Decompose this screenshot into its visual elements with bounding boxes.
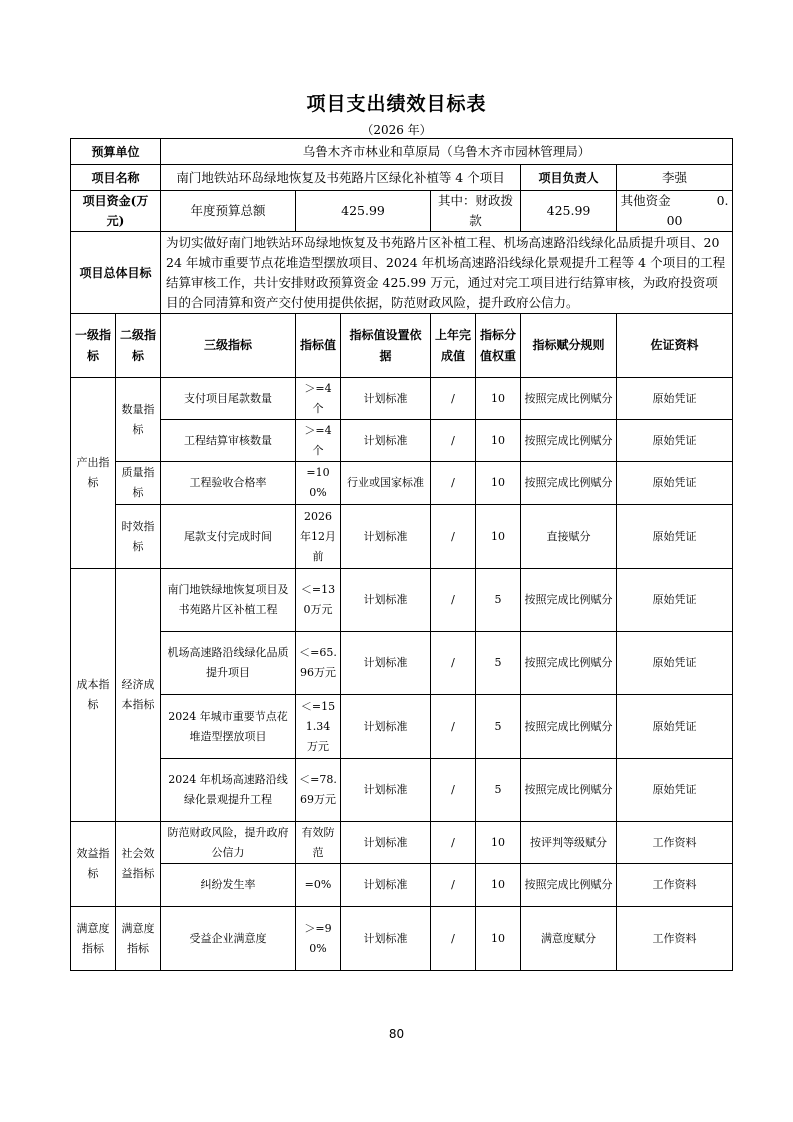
row-basis: 计划标准 bbox=[341, 864, 431, 907]
row-weight: 10 bbox=[476, 420, 521, 462]
fiscal-label: 其中：财政拨款 bbox=[431, 191, 521, 232]
row-name: 支付项目尾款数量 bbox=[161, 378, 296, 420]
row-rule: 按照完成比例赋分 bbox=[521, 632, 617, 695]
row-weight: 5 bbox=[476, 759, 521, 822]
row-evidence: 原始凭证 bbox=[617, 632, 733, 695]
row-evidence: 工作资料 bbox=[617, 822, 733, 864]
row-rule: 直接赋分 bbox=[521, 505, 617, 569]
row-evidence: 原始凭证 bbox=[617, 569, 733, 632]
performance-table bbox=[70, 138, 733, 971]
manager-label: 项目负责人 bbox=[521, 165, 617, 191]
row-name: 纠纷发生率 bbox=[161, 864, 296, 907]
row-value: ＜=130万元 bbox=[296, 569, 341, 632]
fiscal-value: 425.99 bbox=[521, 191, 617, 232]
row-name: 南门地铁绿地恢复项目及书苑路片区补植工程 bbox=[161, 569, 296, 632]
row-name: 尾款支付完成时间 bbox=[161, 505, 296, 569]
budget-unit-value: 乌鲁木齐市林业和草原局（乌鲁木齐市园林管理局） bbox=[161, 139, 733, 165]
row-value: 有效防范 bbox=[296, 822, 341, 864]
row-basis: 计划标准 bbox=[341, 759, 431, 822]
funds-row bbox=[71, 191, 733, 232]
project-name-label: 项目名称 bbox=[71, 165, 161, 191]
row-basis: 计划标准 bbox=[341, 632, 431, 695]
row-evidence: 原始凭证 bbox=[617, 505, 733, 569]
row-name: 工程验收合格率 bbox=[161, 462, 296, 505]
row-name: 2024 年城市重要节点花堆造型摆放项目 bbox=[161, 695, 296, 759]
year-label: （2026 年） bbox=[361, 123, 432, 137]
group-cost: 成本指标 bbox=[71, 569, 116, 822]
table-row bbox=[71, 632, 733, 695]
header-rule: 指标赋分规则 bbox=[521, 314, 617, 378]
annual-total-label: 年度预算总额 bbox=[161, 191, 296, 232]
row-name: 2024 年机场高速路沿线绿化景观提升工程 bbox=[161, 759, 296, 822]
row-rule: 按照完成比例赋分 bbox=[521, 378, 617, 420]
row-weight: 5 bbox=[476, 632, 521, 695]
row-value: 2026年12月前 bbox=[296, 505, 341, 569]
row-last: / bbox=[431, 864, 476, 907]
row-basis: 计划标准 bbox=[341, 907, 431, 971]
group-output: 产出指标 bbox=[71, 378, 116, 569]
row-name: 受益企业满意度 bbox=[161, 907, 296, 971]
row-weight: 10 bbox=[476, 822, 521, 864]
row-last: / bbox=[431, 695, 476, 759]
header-level3: 三级指标 bbox=[161, 314, 296, 378]
row-basis: 计划标准 bbox=[341, 378, 431, 420]
row-name: 工程结算审核数量 bbox=[161, 420, 296, 462]
row-last: / bbox=[431, 462, 476, 505]
group-satisfaction-level2: 满意度指标 bbox=[116, 907, 161, 971]
row-evidence: 原始凭证 bbox=[617, 378, 733, 420]
row-value: =100% bbox=[296, 462, 341, 505]
table-row bbox=[71, 505, 733, 569]
other-funds-label: 其他资金 bbox=[620, 193, 671, 208]
header-last-year: 上年完成值 bbox=[431, 314, 476, 378]
row-weight: 10 bbox=[476, 462, 521, 505]
row-last: / bbox=[431, 378, 476, 420]
row-value: ＞=4个 bbox=[296, 378, 341, 420]
row-basis: 计划标准 bbox=[341, 569, 431, 632]
table-row bbox=[71, 822, 733, 864]
group-economic-cost: 经济成本指标 bbox=[116, 569, 161, 822]
row-value: ＞=90% bbox=[296, 907, 341, 971]
header-level1: 一级指标 bbox=[71, 314, 116, 378]
row-basis: 行业或国家标准 bbox=[341, 462, 431, 505]
row-weight: 5 bbox=[476, 695, 521, 759]
row-rule: 按照完成比例赋分 bbox=[521, 420, 617, 462]
row-evidence: 原始凭证 bbox=[617, 420, 733, 462]
annual-total-value: 425.99 bbox=[296, 191, 431, 232]
row-last: / bbox=[431, 420, 476, 462]
row-rule: 按照完成比例赋分 bbox=[521, 864, 617, 907]
other-funds-group bbox=[617, 191, 733, 232]
group-timeliness: 时效指标 bbox=[116, 505, 161, 569]
project-name-row bbox=[71, 165, 733, 191]
row-last: / bbox=[431, 505, 476, 569]
group-quantity: 数量指标 bbox=[116, 378, 161, 462]
table-row bbox=[71, 420, 733, 462]
row-evidence: 工作资料 bbox=[617, 864, 733, 907]
row-last: / bbox=[431, 907, 476, 971]
row-weight: 10 bbox=[476, 864, 521, 907]
row-basis: 计划标准 bbox=[341, 695, 431, 759]
header-basis: 指标值设置依据 bbox=[341, 314, 431, 378]
budget-unit-row bbox=[71, 139, 733, 165]
row-value: ＜=78.69万元 bbox=[296, 759, 341, 822]
table-row bbox=[71, 864, 733, 907]
table-row bbox=[71, 569, 733, 632]
header-level2: 二级指标 bbox=[116, 314, 161, 378]
row-last: / bbox=[431, 822, 476, 864]
row-weight: 10 bbox=[476, 907, 521, 971]
table-row bbox=[71, 759, 733, 822]
header-evidence: 佐证资料 bbox=[617, 314, 733, 378]
table-row bbox=[71, 462, 733, 505]
row-value: ＞=4个 bbox=[296, 420, 341, 462]
row-evidence: 原始凭证 bbox=[617, 462, 733, 505]
group-social-benefit: 社会效益指标 bbox=[116, 822, 161, 907]
row-rule: 按照完成比例赋分 bbox=[521, 462, 617, 505]
row-rule: 按照完成比例赋分 bbox=[521, 759, 617, 822]
row-rule: 按照完成比例赋分 bbox=[521, 569, 617, 632]
group-benefit: 效益指标 bbox=[71, 822, 116, 907]
row-rule: 满意度赋分 bbox=[521, 907, 617, 971]
row-value: ＜=65.96万元 bbox=[296, 632, 341, 695]
table-row bbox=[71, 378, 733, 420]
goal-row bbox=[71, 232, 733, 314]
row-last: / bbox=[431, 569, 476, 632]
page-number: 80 bbox=[388, 1027, 405, 1041]
row-last: / bbox=[431, 632, 476, 695]
goal-label: 项目总体目标 bbox=[71, 232, 161, 314]
other-funds-value: 0.00 bbox=[666, 193, 729, 228]
manager-value: 李强 bbox=[617, 165, 733, 191]
header-weight: 指标分值权重 bbox=[476, 314, 521, 378]
project-name-value: 南门地铁站环岛绿地恢复及书苑路片区绿化补植等 4 个项目 bbox=[161, 165, 521, 191]
row-value: =0% bbox=[296, 864, 341, 907]
goal-text: 为切实做好南门地铁站环岛绿地恢复及书苑路片区补植工程、机场高速路沿线绿化品质提升项目、2024 年城市重要节点花堆造型摆放项目、2024 年机场高速路沿线绿化景观提升工程等 4 个项目的工程结算审核工作，共计安排财政预算资金 425.99 万元，通过对完工项目进行结算审核，为政府投资项目的合同清算和资产交付使用提供依据，防范财政风险，提升政府公信力。 bbox=[161, 232, 733, 314]
row-weight: 5 bbox=[476, 569, 521, 632]
row-value: ＜=151.34 万元 bbox=[296, 695, 341, 759]
group-quality: 质量指标 bbox=[116, 462, 161, 505]
row-evidence: 原始凭证 bbox=[617, 759, 733, 822]
group-satisfaction: 满意度指标 bbox=[71, 907, 116, 971]
page-title: 项目支出绩效目标表 bbox=[306, 93, 487, 115]
row-basis: 计划标准 bbox=[341, 505, 431, 569]
row-name: 防范财政风险，提升政府公信力 bbox=[161, 822, 296, 864]
row-evidence: 原始凭证 bbox=[617, 695, 733, 759]
row-weight: 10 bbox=[476, 505, 521, 569]
funds-label: 项目资金(万元) bbox=[71, 191, 161, 232]
row-rule: 按评判等级赋分 bbox=[521, 822, 617, 864]
row-evidence: 工作资料 bbox=[617, 907, 733, 971]
row-basis: 计划标准 bbox=[341, 420, 431, 462]
row-rule: 按照完成比例赋分 bbox=[521, 695, 617, 759]
row-basis: 计划标准 bbox=[341, 822, 431, 864]
header-value: 指标值 bbox=[296, 314, 341, 378]
row-weight: 10 bbox=[476, 378, 521, 420]
header-row bbox=[71, 314, 733, 378]
table-row bbox=[71, 695, 733, 759]
table-row bbox=[71, 907, 733, 971]
row-name: 机场高速路沿线绿化品质提升项目 bbox=[161, 632, 296, 695]
row-last: / bbox=[431, 759, 476, 822]
budget-unit-label: 预算单位 bbox=[71, 139, 161, 165]
